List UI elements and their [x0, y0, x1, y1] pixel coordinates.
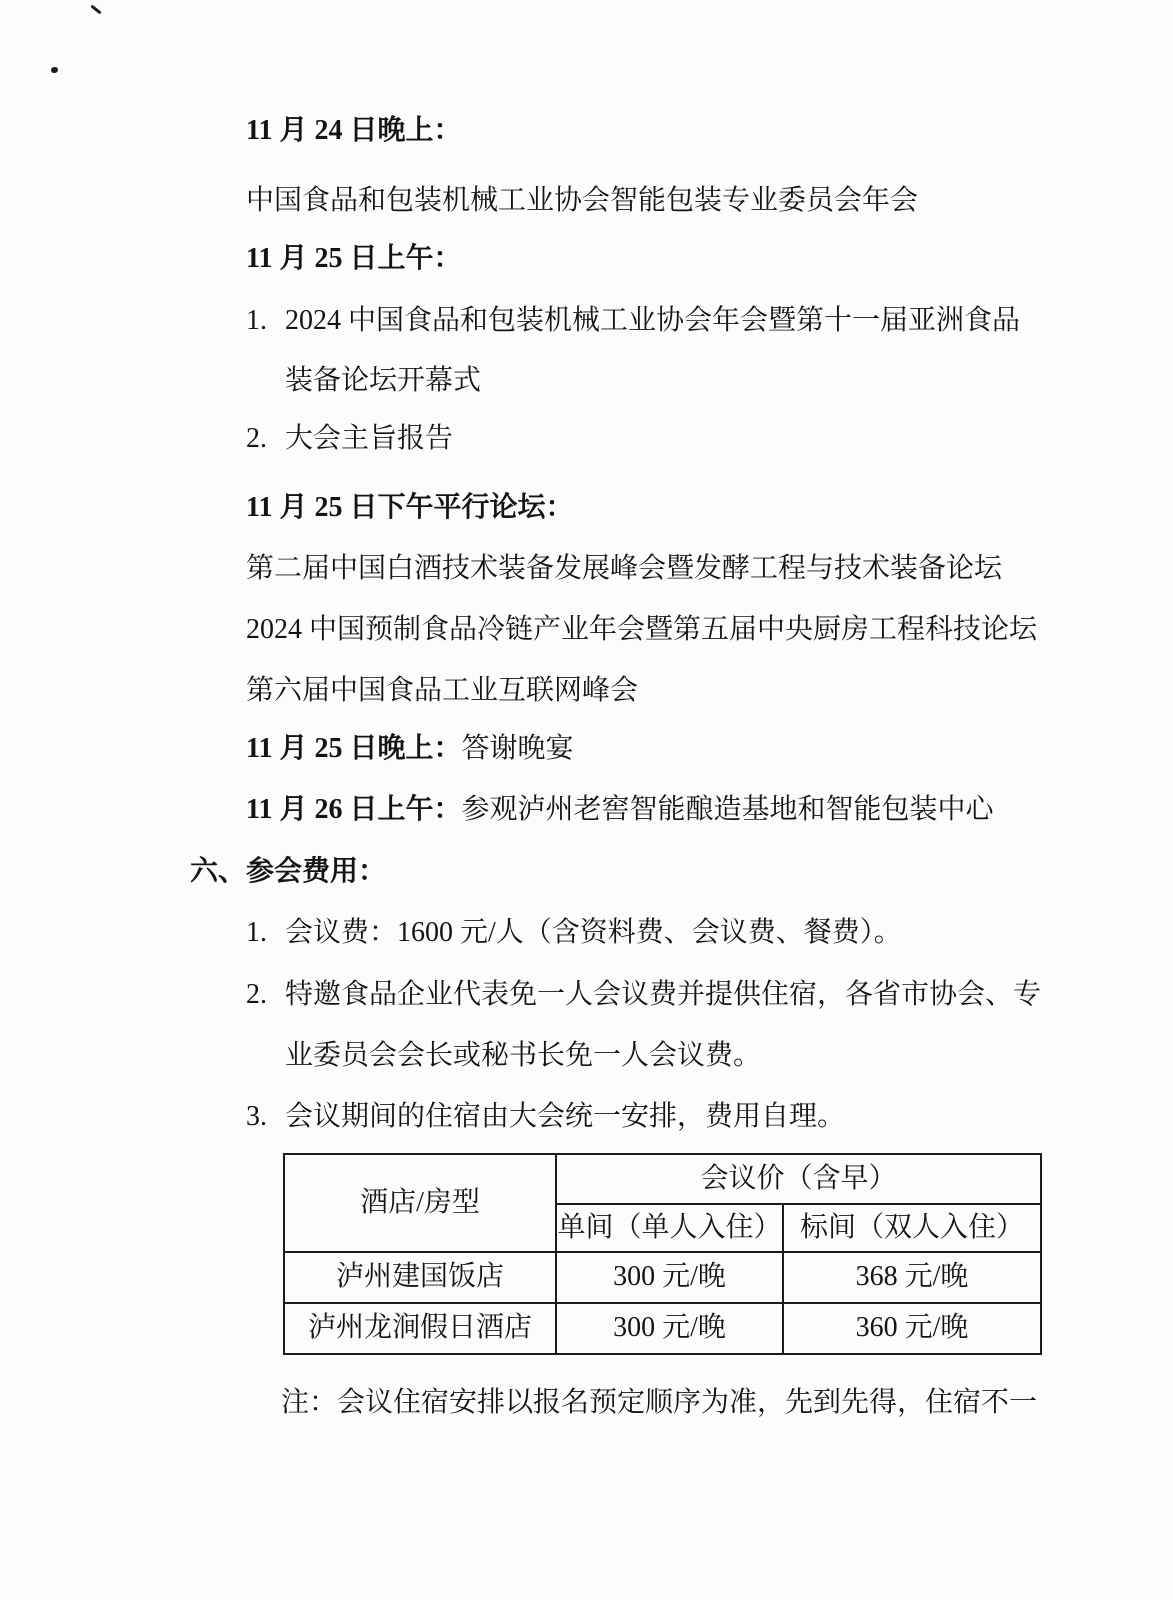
fee-item-2-continuation: 业委员会会长或秘书长免一人会议费。 — [285, 1040, 762, 1071]
table-header-single-room: 单间（单人入住） — [556, 1204, 783, 1252]
forum-prepared-food-cold-chain: 2024 中国预制食品冷链产业年会暨第五届中央厨房工程科技论坛 — [246, 614, 1038, 645]
schedule-item-2-text: 大会主旨报告 — [285, 423, 454, 454]
schedule-item-2 — [246, 423, 453, 455]
single-room-price: 300 元/晚 — [556, 1303, 783, 1354]
schedule-heading-nov25-morning: 11 月 25 日上午： — [246, 243, 462, 274]
table-header-standard-room: 标间（双人入住） — [783, 1204, 1041, 1252]
table-row — [284, 1252, 1041, 1303]
schedule-heading-nov25-afternoon-forums: 11 月 25 日下午平行论坛： — [246, 492, 574, 523]
schedule-nov25-evening-label: 11 月 25 日晚上： — [246, 733, 462, 764]
schedule-nov26-morning-event: 参观泸州老窖智能酿造基地和智能包装中心 — [461, 794, 994, 825]
schedule-nov26-morning-label: 11 月 26 日上午： — [246, 794, 462, 825]
schedule-heading-nov26-morning — [246, 794, 993, 826]
list-number: 2. — [246, 423, 267, 454]
single-room-price: 300 元/晚 — [556, 1252, 783, 1303]
fee-item-3 — [246, 1101, 845, 1133]
ink-speck-dot — [51, 67, 58, 73]
section-heading-fees: 六、参会费用： — [190, 856, 387, 887]
fee-item-1 — [246, 917, 902, 949]
forum-food-industry-internet-summit: 第六届中国食品工业互联网峰会 — [246, 675, 639, 706]
forum-baijiu-summit: 第二届中国白酒技术装备发展峰会暨发酵工程与技术装备论坛 — [246, 553, 1003, 584]
hotel-name: 泸州龙涧假日酒店 — [284, 1303, 556, 1354]
standard-room-price: 360 元/晚 — [783, 1303, 1041, 1354]
ink-speck-tick — [90, 5, 101, 15]
fee-item-1-text: 会议费：1600 元/人（含资料费、会议费、餐费）。 — [285, 917, 902, 948]
list-number: 1. — [246, 917, 267, 948]
table-header-conference-price: 会议价（含早） — [556, 1154, 1041, 1204]
schedule-heading-nov24-evening: 11 月 24 日晚上： — [246, 115, 462, 146]
standard-room-price: 368 元/晚 — [783, 1252, 1041, 1303]
schedule-item-1-text: 2024 中国食品和包装机械工业协会年会暨第十一届亚洲食品 — [285, 305, 1021, 336]
schedule-heading-nov25-evening — [246, 733, 573, 765]
list-number: 1. — [246, 305, 267, 336]
table-header-row-price — [284, 1154, 1041, 1204]
fee-item-3-text: 会议期间的住宿由大会统一安排，费用自理。 — [285, 1101, 846, 1132]
table-row — [284, 1303, 1041, 1354]
list-number: 3. — [246, 1101, 267, 1132]
hotel-name: 泸州建国饭店 — [284, 1252, 556, 1303]
accommodation-note: 注：会议住宿安排以报名预定顺序为准，先到先得，住宿不一 — [281, 1387, 1038, 1418]
hotel-price-table — [283, 1153, 1042, 1355]
schedule-event-committee-annual-meeting: 中国食品和包装机械工业协会智能包装专业委员会年会 — [246, 185, 919, 216]
schedule-item-1-continuation: 装备论坛开幕式 — [285, 365, 482, 396]
table-header-hotel-room-type: 酒店/房型 — [284, 1154, 556, 1252]
fee-item-2 — [246, 979, 1041, 1011]
schedule-item-1 — [246, 305, 1020, 337]
schedule-nov25-evening-event: 答谢晚宴 — [461, 733, 574, 764]
fee-item-2-text: 特邀食品企业代表免一人会议费并提供住宿，各省市协会、专 — [285, 979, 1042, 1010]
list-number: 2. — [246, 979, 267, 1010]
